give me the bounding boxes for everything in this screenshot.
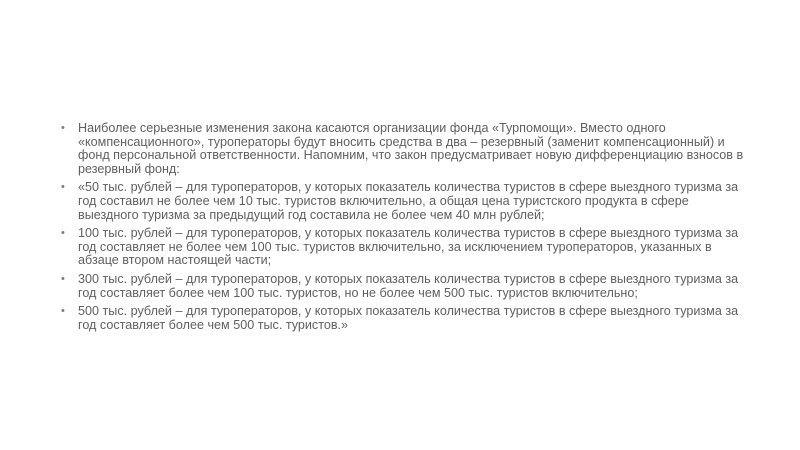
- bullet-item: [60, 273, 750, 300]
- bullet-text: Наиболее серьезные изменения закона касаются организации фонда «Турпомощи». Вместо одного «компенсационного», туроператоры будут вносить средства в два – резервный (заменит компенсационный) и фонд персональной ответственности. Напомним, что закон предусматривает новую дифференциацию взносов в резервный фонд:: [78, 121, 744, 176]
- bullet-dot-icon: •: [61, 305, 65, 318]
- bullet-dot-icon: •: [61, 181, 65, 194]
- bullet-item: [60, 305, 750, 332]
- bullet-text: 100 тыс. рублей – для туроператоров, у которых показатель количества туристов в сфере выездного туризма за год составляет не более чем 100 тыс. туристов включительно, за исключением туроператоров, указанных в абзаце втором настоящей части;: [78, 226, 739, 268]
- bullet-dot-icon: •: [61, 272, 65, 285]
- bullet-item: [60, 181, 750, 222]
- bullet-item: [60, 227, 750, 268]
- bullet-dot-icon: •: [61, 227, 65, 240]
- bullet-item: [60, 122, 750, 176]
- bullet-list: [60, 122, 750, 337]
- bullet-text: 500 тыс. рублей – для туроператоров, у которых показатель количества туристов в сфере выездного туризма за год составляет более чем 500 тыс. туристов.»: [78, 304, 739, 332]
- bullet-text: 300 тыс. рублей – для туроператоров, у которых показатель количества туристов в сфере выездного туризма за год составляет более чем 100 тыс. туристов, но не более чем 500 тыс. туристов включительно;: [78, 271, 739, 300]
- bullet-text: «50 тыс. рублей – для туроператоров, у которых показатель количества туристов в сфере выездного туризма за год составил не более чем 10 тыс. туристов включительно, а общая цена туристского продукта в сфере выездного туризма за предыдущий год составила не более чем 40 млн рублей;: [78, 180, 739, 222]
- bullet-dot-icon: •: [61, 122, 65, 134]
